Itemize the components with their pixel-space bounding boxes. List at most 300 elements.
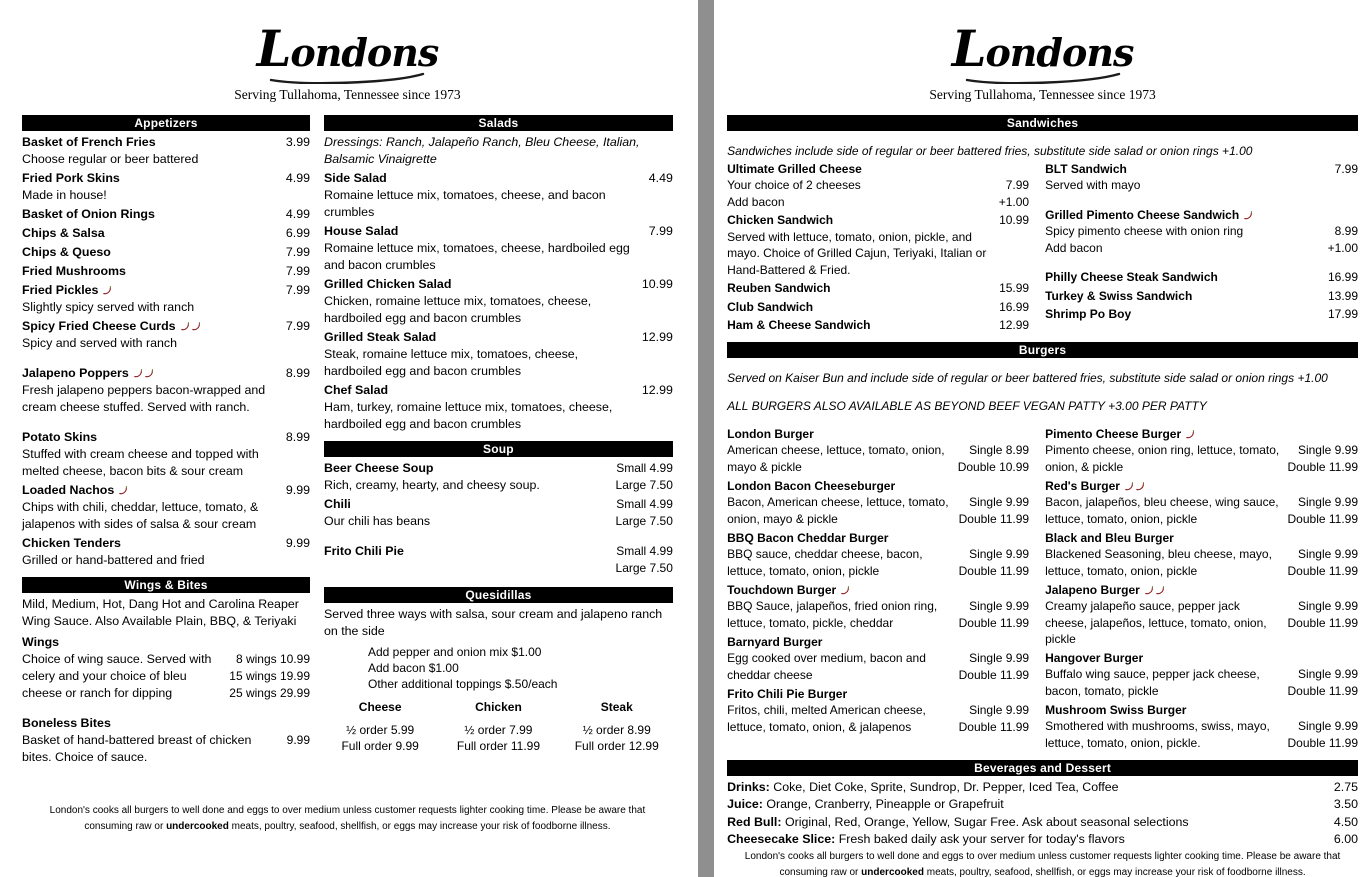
menu-item-name-row: [727, 426, 950, 443]
menu-item-main: [324, 496, 608, 530]
menu-item-main: [22, 318, 278, 352]
pepper-icon: [1144, 585, 1154, 595]
menu-item-name: Barnyard Burger: [727, 634, 823, 649]
menu-item-name-row: [22, 482, 278, 499]
menu-item-name-row: [1045, 161, 1327, 178]
menu-item-main: [22, 170, 278, 204]
pepper-icon: [1124, 481, 1134, 491]
menu-item-name-row: [727, 530, 951, 547]
menu-item-subline: [1045, 223, 1358, 240]
quesadilla-price-cell: ½ order 5.99: [346, 722, 415, 737]
menu-item-price-list: [959, 702, 1030, 736]
menu-item-main: [22, 634, 221, 702]
disclaimer-line2-bold: undercooked: [861, 866, 924, 877]
menu-item-name: BBQ Bacon Cheddar Burger: [727, 530, 889, 545]
menu-item-name-row: [22, 715, 279, 732]
menu-item-subline-price: +1.00: [998, 194, 1030, 209]
menu-item-price: 10.99: [641, 276, 673, 291]
beverage-options: Original, Red, Orange, Yellow, Sugar Free. Ask about seasonal selections: [781, 814, 1189, 829]
menu-item-main: [1045, 288, 1320, 305]
menu-item-name: Chips & Salsa: [22, 225, 105, 240]
menu-item: [727, 212, 1029, 278]
menu-item: [1045, 582, 1358, 648]
menu-item-name-row: [22, 244, 278, 261]
beverage-text: [727, 796, 1326, 814]
menu-item-name-row: [1045, 288, 1320, 305]
beverage-text: [727, 814, 1326, 832]
menu-item-price-option: Single 9.99: [969, 546, 1030, 561]
wings-sauces-note: Mild, Medium, Hot, Dang Hot and Carolina Reaper Wing Sauce. Also Available Plain, BBQ, & Teriyaki: [22, 596, 299, 628]
menu-item-name: Basket of French Fries: [22, 134, 156, 149]
pepper-icon: [118, 485, 128, 495]
menu-item-price-option: Large 7.50: [615, 560, 673, 575]
menu-item: [324, 223, 673, 274]
menu-item-name: Ham & Cheese Sandwich: [727, 318, 871, 333]
menu-item-price-option: Double 11.99: [1287, 683, 1358, 698]
menu-item-price: 15.99: [999, 281, 1030, 296]
menu-item: [1045, 269, 1358, 286]
menu-item-name: Reuben Sandwich: [727, 281, 831, 296]
menu-item-description: Bacon, jalapeños, bleu cheese, wing sauce, lettuce, tomato, onion, pickle: [1045, 495, 1279, 526]
quesadilla-addon: Other additional toppings $.50/each: [368, 676, 558, 691]
brand-header: [727, 20, 1358, 103]
section-header-sandwiches: Sandwiches: [727, 115, 1358, 131]
menu-item-price-option: Double 11.99: [958, 615, 1030, 630]
menu-item-main: [324, 329, 634, 380]
menu-item: [22, 206, 310, 223]
menu-item-price: 12.99: [999, 318, 1030, 333]
menu-item-price-option: Double 11.99: [1287, 615, 1358, 630]
menu-item-main: [727, 634, 951, 684]
menu-item-name: Philly Cheese Steak Sandwich: [1045, 270, 1218, 285]
menu-item-name: Grilled Chicken Salad: [324, 276, 452, 291]
beverage-text: [727, 779, 1326, 797]
menu-item-description: Fresh jalapeno peppers bacon-wrapped and cream cheese stuffed. Served with ranch.: [22, 382, 266, 414]
menu-item-price-list: [229, 651, 310, 702]
menu-item-subline-price: 8.99: [1334, 224, 1358, 239]
menu-item-price-option: Small 4.99: [616, 496, 673, 511]
menu-item-name-row: [324, 382, 634, 399]
menu-item-name: BLT Sandwich: [1045, 161, 1127, 176]
salads-list: [324, 170, 673, 433]
menu-item-price-option: Double 11.99: [958, 719, 1030, 734]
menu-item: [324, 460, 673, 494]
menu-item-price-list: [1288, 494, 1359, 528]
beverage-name: Red Bull:: [727, 814, 782, 829]
menu-item: [22, 482, 310, 533]
menu-item-price-list: [1288, 442, 1359, 476]
menu-item-subline-text: Your choice of 2 cheeses: [727, 178, 861, 193]
menu-item-price: 3.99: [285, 134, 310, 149]
menu-item-price-list: [1288, 546, 1359, 580]
spice-level-icons: [102, 285, 112, 295]
menu-item-main: [1045, 650, 1279, 700]
pepper-icon: [144, 368, 154, 378]
menu-item-subline: [1045, 240, 1358, 257]
burgers-right-list: [1045, 426, 1358, 754]
disclaimer-line1: London's cooks all burgers to well done and eggs to over medium unless customer requests lighter cooking time. Please be aware that: [49, 805, 646, 816]
pepper-icon: [1135, 481, 1145, 491]
appetizers-list: [22, 134, 310, 569]
menu-item-name-row: [727, 161, 1029, 178]
disclaimer-line2-pre: consuming raw or: [84, 821, 167, 832]
menu-item: [22, 318, 310, 352]
menu-item-name-row: [22, 170, 278, 187]
beverage-text: [727, 831, 1326, 849]
menu-item-price-option: Single 9.99: [1297, 546, 1358, 561]
pepper-icon: [133, 368, 143, 378]
salad-dressings-note: Dressings: Ranch, Jalapeño Ranch, Bleu Cheese, Italian, Balsamic Vinaigrette: [324, 134, 640, 166]
menu-item: [22, 263, 310, 280]
menu-item-name-row: [1045, 478, 1279, 495]
menu-item-price-list: [958, 442, 1029, 476]
menu-item-description: BBQ Sauce, jalapeños, fried onion ring, lettuce, tomato, pickle, cheddar: [727, 599, 938, 630]
menu-item-name-row: [1045, 207, 1358, 224]
menu-item-name: Frito Chili Pie: [324, 543, 404, 558]
menu-item-name: Fried Mushrooms: [22, 263, 126, 278]
menu-item-price: 7.99: [285, 282, 310, 297]
menu-item: [22, 244, 310, 261]
menu-item-description: Romaine lettuce mix, tomatoes, cheese, hardboiled egg and bacon crumbles: [324, 240, 630, 272]
menu-item-name-row: [22, 263, 278, 280]
menu-item-name: Potato Skins: [22, 429, 98, 444]
menu-item-price: 10.99: [999, 213, 1030, 228]
disclaimer-line2: [36, 819, 659, 835]
menu-item: [1045, 478, 1358, 528]
menu-item-name-row: [1045, 582, 1279, 599]
menu-item-name-row: [324, 276, 634, 293]
disclaimer-line1: London's cooks all burgers to well done and eggs to over medium unless customer requests lighter cooking time. Please be aware that: [744, 850, 1341, 862]
sandwiches-intro: Sandwiches include side of regular or beer battered fries, substitute side salad or onion rings +1.00: [727, 143, 1253, 158]
section-header-beverages-dessert: Beverages and Dessert: [727, 760, 1358, 776]
menu-item-price-option: 8 wings 10.99: [235, 651, 310, 666]
pepper-icon: [102, 285, 112, 295]
menu-item-price-option: Single 9.99: [1297, 494, 1358, 509]
menu-item-main: [727, 530, 951, 580]
menu-item-name: Frito Chili Pie Burger: [727, 686, 848, 701]
menu-item-price-option: Double 11.99: [1287, 735, 1358, 750]
menu-item-name: Basket of Onion Rings: [22, 206, 155, 221]
beverages-list: [727, 779, 1358, 849]
menu-item-main: [324, 460, 608, 494]
menu-item-price-option: 9.99: [286, 732, 310, 747]
section-header-salads: Salads: [324, 115, 673, 131]
menu-item-main: [22, 429, 278, 480]
menu-item-name: Touchdown Burger: [727, 582, 837, 597]
menu-item-price-list: [616, 460, 673, 494]
menu-item-name: Fried Pork Skins: [22, 170, 120, 185]
menu-item: [22, 134, 310, 168]
menu-item-name-row: [22, 365, 278, 382]
menu-item-name: Chili: [324, 496, 351, 511]
menu-item-price-option: Double 11.99: [1287, 459, 1358, 474]
burgers-intro: Served on Kaiser Bun and include side of regular or beer battered fries, substitute side salad or onion rings +1.00: [727, 370, 1328, 385]
menu-item-price: 4.49: [648, 170, 673, 185]
menu-item-name: House Salad: [324, 223, 399, 238]
menu-item-price: 7.99: [285, 263, 310, 278]
spice-level-icons: [1185, 429, 1195, 439]
brand-tagline: Serving Tullahoma, Tennessee since 1973: [234, 86, 461, 102]
menu-item-main: [22, 244, 278, 261]
quesadilla-price-table: [324, 700, 673, 754]
menu-item: [324, 276, 673, 327]
menu-item: [727, 478, 1029, 528]
menu-item-name-row: [22, 535, 278, 552]
menu-item-description: Stuffed with cream cheese and topped with melted cheese, bacon bits & sour cream: [22, 446, 259, 478]
beverage-options: Orange, Cranberry, Pineapple or Grapefruit: [762, 797, 1004, 812]
menu-item: [324, 170, 673, 221]
menu-item: [22, 365, 310, 416]
quesadilla-column-header: Cheese: [358, 699, 402, 714]
menu-item-name: Loaded Nachos: [22, 482, 115, 497]
quesadilla-price-cell: Full order 9.99: [341, 738, 419, 753]
menu-item-name-row: [22, 206, 278, 223]
menu-item-description: Smothered with mushrooms, swiss, mayo, lettuce, tomato, onion, pickle.: [1045, 719, 1270, 750]
menu-item: [727, 299, 1029, 316]
menu-item-name-row: [1045, 702, 1279, 719]
menu-item-price-option: 25 wings 29.99: [229, 685, 310, 700]
menu-item: [727, 582, 1029, 632]
disclaimer-footer: [727, 849, 1358, 877]
menu-item-name-row: [727, 212, 991, 229]
pepper-icon: [180, 321, 190, 331]
menu-item-name-row: [727, 478, 951, 495]
menu-item-price: 12.99: [641, 382, 673, 397]
menu-item-price-option: Single 9.99: [1297, 718, 1358, 733]
menu-item-description: Made in house!: [22, 187, 107, 202]
menu-item-name-row: [727, 299, 991, 316]
menu-item-name-row: [1045, 426, 1279, 443]
beverage-price: 4.50: [1333, 814, 1358, 829]
menu-item-description: Spicy and served with ranch: [22, 335, 177, 350]
menu-item-name: Chicken Tenders: [22, 535, 121, 550]
menu-item-description: Served with mayo: [1045, 178, 1141, 193]
menu-item-main: [727, 426, 950, 476]
pepper-icon: [1243, 210, 1253, 220]
menu-item: [1045, 306, 1358, 323]
menu-item-price-option: Single 8.99: [969, 442, 1030, 457]
menu-item-name: Jalapeno Burger: [1045, 582, 1140, 597]
sandwiches-columns: [727, 161, 1358, 336]
quesadilla-price-cell: Full order 11.99: [456, 738, 541, 753]
quesadillas-intro: Served three ways with salsa, sour cream and jalapeno ranch on the side: [324, 606, 663, 638]
menu-item-name: Hangover Burger: [1045, 650, 1144, 665]
quesadilla-price-cell: ½ order 7.99: [464, 722, 533, 737]
menu-item: [1045, 530, 1358, 580]
sandwiches-left-list: [727, 161, 1029, 336]
menu-item-main: [1045, 478, 1279, 528]
menu-item: [22, 282, 310, 316]
menu-item-description: Buffalo wing sauce, pepper jack cheese, bacon, tomato, pickle: [1045, 667, 1260, 698]
menu-item-name: Fried Pickles: [22, 282, 99, 297]
page-gap: [698, 0, 714, 853]
menu-item-price: 7.99: [285, 318, 310, 333]
pepper-icon: [840, 585, 850, 595]
menu-item-subline: [727, 177, 1029, 194]
brand-tagline: Serving Tullahoma, Tennessee since 1973: [929, 86, 1156, 102]
menu-item-main: [727, 478, 951, 528]
menu-item-main: [727, 161, 1029, 211]
menu-item-name: Grilled Pimento Cheese Sandwich: [1045, 207, 1240, 222]
menu-item-description: BBQ sauce, cheddar cheese, bacon, lettuce, tomato, onion, pickle: [727, 547, 923, 578]
menu-item-name: Side Salad: [324, 170, 387, 185]
menu-item-name-row: [22, 134, 278, 151]
menu-item: [727, 530, 1029, 580]
page1-columns: [22, 115, 673, 768]
menu-item: [1045, 207, 1358, 257]
menu-item-name: Red's Burger: [1045, 478, 1120, 493]
menu-item-name-row: [324, 223, 641, 240]
menu-item-price: 13.99: [1327, 288, 1358, 303]
menu-item-name: Chips & Queso: [22, 244, 111, 259]
menu-item-price-option: Single 9.99: [1297, 442, 1358, 457]
menu-item-name-row: [22, 429, 278, 446]
menu-item: [324, 543, 673, 577]
menu-item-price-option: Small 4.99: [616, 460, 673, 475]
menu-item-name-row: [324, 496, 608, 513]
menu-item-price-option: Double 11.99: [958, 563, 1030, 578]
menu-item: [22, 634, 310, 702]
menu-item-name: Turkey & Swiss Sandwich: [1045, 288, 1193, 303]
burgers-vegan-note: ALL BURGERS ALSO AVAILABLE AS BEYOND BEEF VEGAN PATTY +3.00 PER PATTY: [727, 398, 1207, 413]
menu-item-description: Basket of hand-battered breast of chicken bites. Choice of sauce.: [22, 732, 252, 764]
restaurant-logo: [951, 20, 1134, 84]
menu-item-name: Boneless Bites: [22, 715, 111, 730]
menu-item: [1045, 650, 1358, 700]
beverage-price: 2.75: [1333, 779, 1358, 794]
menu-item-main: [22, 715, 279, 766]
menu-item-price-list: [959, 598, 1030, 632]
menu-item-name-row: [1045, 530, 1279, 547]
menu-item-name: Jalapeno Poppers: [22, 365, 129, 380]
spice-level-icons: [118, 485, 128, 495]
menu-item-name: Club Sandwich: [727, 299, 814, 314]
wings-list: [22, 634, 310, 766]
menu-item-subline-price: +1.00: [1327, 240, 1358, 255]
menu-item-name-row: [324, 329, 634, 346]
menu-item-description: American cheese, lettuce, tomato, onion, mayo & pickle: [727, 443, 945, 474]
menu-item-description: Chips with chili, cheddar, lettuce, tomato, & jalapenos with sides of salsa & sour cream: [22, 499, 259, 531]
menu-item-name-row: [22, 634, 221, 651]
menu-item: [727, 426, 1029, 476]
menu-item-description: Ham, turkey, romaine lettuce mix, tomatoes, cheese, hardboiled egg and bacon crumbles: [324, 399, 613, 431]
menu-item-main: [1045, 426, 1279, 476]
menu-item-name: Spicy Fried Cheese Curds: [22, 318, 176, 333]
menu-item-price: 4.99: [285, 206, 310, 221]
menu-item-name-row: [1045, 650, 1279, 667]
menu-item-price-list: [616, 543, 673, 577]
quesadilla-price-cell: Full order 12.99: [574, 738, 659, 753]
menu-item-main: [22, 134, 278, 168]
menu-item-price-option: Double 11.99: [958, 511, 1030, 526]
brand-header: [22, 20, 673, 103]
menu-item-price-option: Large 7.50: [615, 513, 673, 528]
menu-item-name: Beer Cheese Soup: [324, 460, 434, 475]
beverage-options: Fresh baked daily ask your server for today's flavors: [835, 832, 1125, 847]
menu-item-description: Bacon, American cheese, lettuce, tomato, onion, mayo & pickle: [727, 495, 949, 526]
menu-item: [1045, 161, 1358, 194]
quesadilla-addon: Add pepper and onion mix $1.00: [368, 644, 542, 659]
menu-item-name: Shrimp Po Boy: [1045, 307, 1132, 322]
menu-item-price-list: [616, 496, 673, 530]
menu-item-description: Slightly spicy served with ranch: [22, 299, 195, 314]
menu-item-description: Pimento cheese, onion ring, lettuce, tomato, onion, & pickle: [1045, 443, 1280, 474]
menu-item-name: London Burger: [727, 426, 814, 441]
disclaimer-line2-post: meats, poultry, seafood, shellfish, or eggs may increase your risk of foodborne illness.: [923, 866, 1306, 877]
menu-item-price: 12.99: [641, 329, 673, 344]
disclaimer-line2-bold: undercooked: [166, 821, 229, 832]
menu-item-main: [1045, 702, 1279, 752]
menu-item-main: [1045, 582, 1279, 648]
menu-item-price-list: [959, 546, 1030, 580]
menu-item-price-list: [959, 494, 1030, 528]
spice-level-icons: [1124, 481, 1145, 491]
menu-item-name: Wings: [22, 634, 60, 649]
menu-item-main: [727, 686, 951, 736]
menu-item-price: 8.99: [285, 429, 310, 444]
menu-item-main: [22, 282, 278, 316]
menu-item-name-row: [1045, 269, 1320, 286]
logo-text: Londons: [951, 20, 1134, 78]
menu-item-main: [1045, 207, 1358, 257]
menu-item: [1045, 702, 1358, 752]
pepper-icon: [1185, 429, 1195, 439]
beverage-price: 3.50: [1333, 797, 1358, 812]
menu-item-subline-text: Spicy pimento cheese with onion ring: [1045, 224, 1244, 239]
menu-item: [22, 535, 310, 569]
menu-item-name: Grilled Steak Salad: [324, 329, 437, 344]
menu-item: [22, 170, 310, 204]
quesadilla-price-cell: ½ order 8.99: [582, 722, 651, 737]
beverage-item: [727, 831, 1358, 849]
disclaimer-footer: [22, 803, 673, 835]
menu-item: [727, 280, 1029, 297]
beverage-item: [727, 796, 1358, 814]
menu-item-price-option: 15 wings 19.99: [229, 668, 310, 683]
menu-item-main: [727, 299, 991, 316]
menu-item-description: Served with lettuce, tomato, onion, pickle, and mayo. Choice of Grilled Cajun, Teriyaki, Italian or Hand-Battered & Fried.: [727, 229, 987, 277]
menu-item-price: 4.99: [285, 170, 310, 185]
menu-item-main: [22, 365, 278, 416]
menu-item-main: [324, 170, 641, 221]
menu-item-description: Blackened Seasoning, bleu cheese, mayo, lettuce, tomato, onion, pickle: [1045, 547, 1272, 578]
menu-item-main: [1045, 161, 1327, 194]
menu-item-description: Romaine lettuce mix, tomatoes, cheese, and bacon crumbles: [324, 187, 606, 219]
menu-item-price: 17.99: [1327, 307, 1358, 322]
burgers-left-list: [727, 426, 1029, 754]
burgers-columns: [727, 426, 1358, 754]
page2-body: [727, 115, 1358, 849]
menu-item-price-list: [1288, 666, 1359, 700]
menu-item-price-option: Single 9.99: [969, 598, 1030, 613]
menu-item-name-row: [727, 582, 951, 599]
menu-item-price: 7.99: [648, 223, 673, 238]
menu-item-price-option: Large 7.50: [615, 477, 673, 492]
menu-item-main: [324, 276, 634, 327]
section-header-appetizers: Appetizers: [22, 115, 310, 131]
menu-item-name: London Bacon Cheeseburger: [727, 478, 896, 493]
menu-item-price-list: [1288, 718, 1359, 752]
menu-item: [727, 686, 1029, 736]
menu-item-name: Chicken Sandwich: [727, 213, 834, 228]
menu-item-description: Grilled or hand-battered and fried: [22, 552, 205, 567]
menu-item-description: Choice of wing sauce. Served with celery and your choice of bleu cheese or ranch for dipping: [22, 651, 212, 700]
page1-left-column: [22, 115, 310, 768]
menu-item-subline: [727, 194, 1029, 211]
menu-item-main: [324, 223, 641, 274]
beverage-price: 6.00: [1333, 832, 1358, 847]
menu-item-name-row: [324, 543, 608, 560]
